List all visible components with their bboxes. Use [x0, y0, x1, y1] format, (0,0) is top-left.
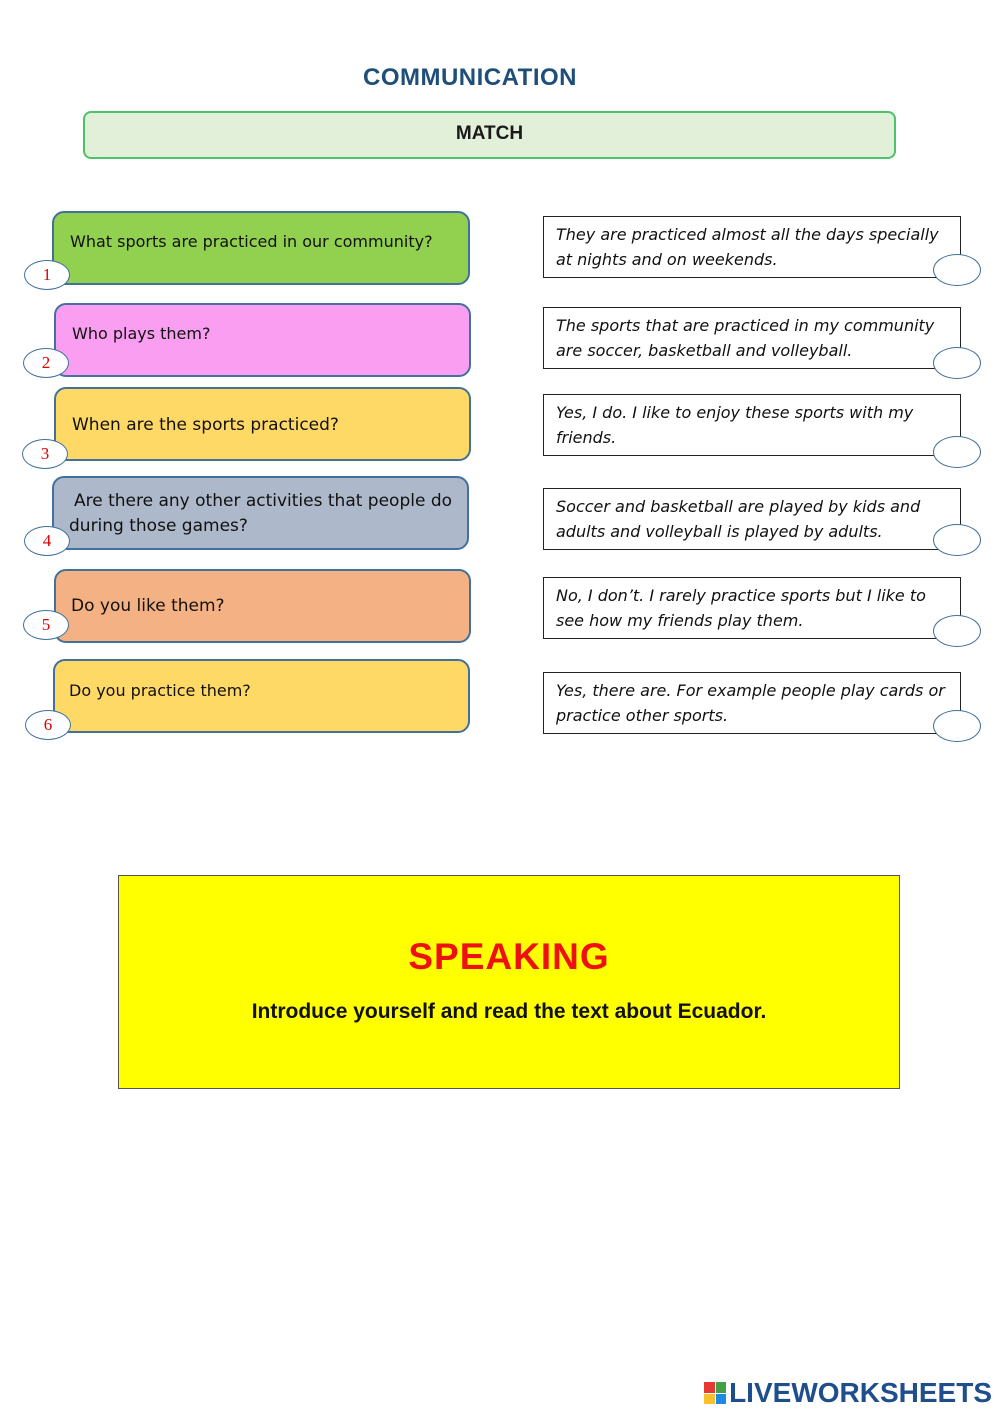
- question-number-6: 6: [25, 710, 71, 740]
- answer-number-input-3[interactable]: [933, 436, 981, 468]
- question-text: Who plays them?: [72, 324, 211, 343]
- answer-text-line-1: Yes, there are. For example people play cards or: [556, 681, 945, 700]
- answer-number-input-5[interactable]: [933, 615, 981, 647]
- answer-box-2: [543, 307, 961, 369]
- answer-box-3: [543, 394, 961, 456]
- question-number-1: 1: [24, 260, 70, 290]
- answer-box-6: [543, 672, 961, 734]
- match-heading-bar: [83, 111, 896, 159]
- speaking-instruction: Introduce yourself and read the text about Ecuador.: [251, 1000, 767, 1023]
- question-number-3: 3: [22, 439, 68, 469]
- answer-number-input-4[interactable]: [933, 524, 981, 556]
- question-box-1: [52, 211, 470, 285]
- question-box-6: [53, 659, 470, 733]
- question-box-2: [54, 303, 471, 377]
- question-text: Do you practice them?: [69, 681, 251, 700]
- answer-box-1: [543, 216, 961, 278]
- answer-text-line-2: are soccer, basketball and volleyball.: [556, 341, 853, 360]
- answer-number-input-2[interactable]: [933, 347, 981, 379]
- question-text: Do you like them?: [71, 596, 225, 616]
- page-title: COMMUNICATION: [362, 64, 578, 91]
- question-box-5: [54, 569, 471, 643]
- question-text: What sports are practiced in our community?: [70, 232, 433, 251]
- question-text: When are the sports practiced?: [72, 415, 339, 435]
- answer-box-4: [543, 488, 961, 550]
- question-text-line-1: Are there any other activities that people do: [74, 491, 453, 511]
- answer-text-line-2: friends.: [556, 428, 617, 447]
- question-box-3: [54, 387, 471, 461]
- answer-text-line-1: They are practiced almost all the days specially: [556, 225, 939, 244]
- answer-text-line-2: practice other sports.: [556, 706, 729, 725]
- answer-number-input-6[interactable]: [933, 710, 981, 742]
- match-label: MATCH: [455, 123, 524, 144]
- answer-text-line-1: Yes, I do. I like to enjoy these sports with my: [556, 403, 914, 422]
- answer-text-line-2: see how my friends play them.: [556, 611, 804, 630]
- answer-box-5: [543, 577, 961, 639]
- answer-text-line-1: The sports that are practiced in my community: [556, 316, 935, 335]
- question-box-4: [52, 476, 469, 550]
- question-number-2: 2: [23, 348, 69, 378]
- speaking-title: SPEAKING: [408, 936, 610, 977]
- question-number-5: 5: [23, 610, 69, 640]
- question-text-line-2: during those games?: [69, 516, 248, 536]
- liveworksheets-logo: [704, 1377, 992, 1409]
- logo-mark-icon: [704, 1382, 726, 1404]
- answer-text-line-1: No, I don’t. I rarely practice sports but I like to: [556, 586, 926, 605]
- answer-text-line-1: Soccer and basketball are played by kids and: [556, 497, 921, 516]
- logo-text: LIVEWORKSHEETS: [729, 1377, 992, 1408]
- answer-number-input-1[interactable]: [933, 254, 981, 286]
- answer-text-line-2: adults and volleyball is played by adults.: [556, 522, 883, 541]
- answer-text-line-2: at nights and on weekends.: [556, 250, 778, 269]
- speaking-box: [118, 875, 900, 1089]
- question-number-4: 4: [24, 526, 70, 556]
